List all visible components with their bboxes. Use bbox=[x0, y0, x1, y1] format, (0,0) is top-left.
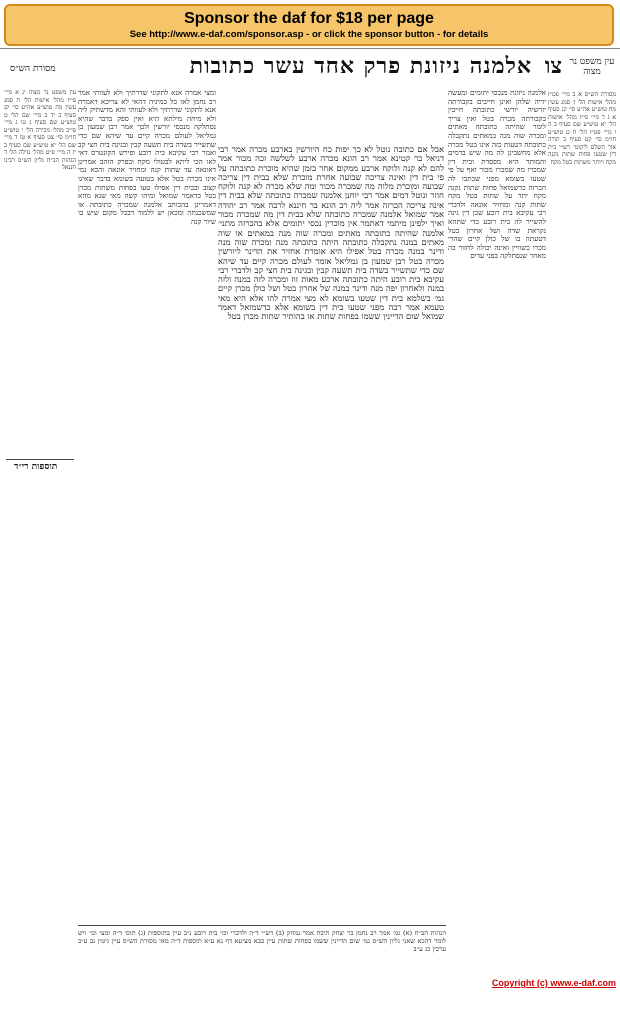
left-margin-notes: עין משפט נר מצוה יג א מיי׳ פי״ז מהל׳ אישות הל׳ ח סמג עשין מח טוש״ע אה״ע סי׳ קג סעיף ב יד ב מיי׳ שם הל׳ ט טוש״ע שם סעיף ג טו ג מיי׳ פי״ב מהל׳ מכירה הל׳ י טוש״ע חו״מ סי׳ צט סעיף א טז ד מיי׳ שם הל׳ יא טוש״ע שם סעיף ב יז ה מיי׳ פ״ט מהל׳ גזילה הל׳ ד הגהות הב״ח גליון הש״ס רבינו חננאל bbox=[4, 89, 76, 171]
header-left-note: מסורת הש״ס bbox=[10, 64, 56, 74]
sponsor-banner-subtitle[interactable]: See http://www.e-daf.com/sponsor.asp - or click the sponsor button - for details bbox=[129, 29, 489, 40]
page-number: צו bbox=[544, 53, 562, 79]
bottom-notes: הגהות הב״ח (א) גמ׳ אמר רב נחמן בר יצחק תיבת אמר נמחק (ב) רש״י ד״ה ולדברי וכו׳ בית רובע נ״ב עיין בתוספות (ג) תוס׳ ד״ה ומצי וכו׳ ויש לומר דהכא שאני גליון הש״ס גמ׳ שום הדיינין ששמו בפחות שתות עיין בבא מציעא דף נא ע״א תוספות ד״ה מאי מסורת הש״ס עיין גיטין נב ע״ב ערכין כג ע״ב bbox=[78, 929, 446, 953]
sponsor-banner-title[interactable]: Sponsor the daf for $18 per page bbox=[184, 10, 434, 27]
page-header bbox=[0, 53, 620, 83]
page-title: אלמנה ניזונת פרק אחד עשר כתובות bbox=[189, 53, 532, 79]
main-text: אבל אם כתובה נוטל לא כך יפות כח היורשין בארבע מכרה אמר רבי דניאל בר קטינא אמר רב הונא מכרה ארבע לשלשה זכה מכור אמר להם לא קנה ולוקח ארבע ממקום אחר בזמן שהיא מוכרת כתובתה על פי בית דין ואינה צריכה שבועה אחרת מוכרת שלא בבית דין צריכה שבועה ומוכרת מלוה מה שמכרה מכור ומה שלא מכרה לא קנה ולוקח חוזר ונוטל דמים אמר רבי יוחנן אלמנה שמכרה כתובתה שלא בבית דין אינה צריכה הכרזה אמר ליה רב הונא בר חיננא לרבה אמר רב יהודה אמר שמואל אלמנה שמכרה כתובתה שלא בבית דין מה שמכרה מכור ואיך ילפינן מיתמי דאתמר אין מוכרין נכסי יתומים אלא בהכרזה מתני׳ אלמנה שהיתה כתובתה מאתים ומכרה שוה מנה במאתים או שוה מאתים במנה נתקבלה כתובתה היתה כתובתה מנה ומכרה שוה מנה ודינר במנה מכרה בטל אפילו היא אומרת אחזיר את הדינר ליורשין מכרה בטל רבן שמעון בן גמליאל אומר לעולם מכרה קיים עד שיהא שם כדי שתשייר בשדה בית תשעה קבין ובגינה בית חצי קב ולדברי רבי עקיבא בית רובע היתה כתובתה ארבע מאות זוז ומכרה לזה במנה ולזה במנה ולאחרון יפה מנה ודינר במנה של אחרון בטל ושל כולן מכרן קיים גמ׳ בשלמא בית דין שטעו בשומא לא מצי אמרה להו אלא היא מאי טעמא אמר רבה מפני שטעו בית דין בשומא אלא כדשמואל דאמר שמואל שום הדיינין ששמו בפחות שתות או בהותיר שתות מכרן בטל bbox=[218, 145, 444, 322]
sponsor-banner[interactable] bbox=[4, 4, 614, 46]
rashi-commentary: אלמנה ניזונת מנכסי יתומים ומעשה ידיה שלהן ואינן חייבים בקבורתה יורשיה יורשי כתובתה חייבין בקבורתה מכרה בטל ואין צריך לומר שהיתה כתובתה מאתים ומכרה שוה מנה במאתים נתקבלה כתובתה דטעות כזה אינו בטל מכרה אלא מחשבינן לה מה שיש בדמים והמותר היא מפסדת ובית דין שמכרו מה שמכרו מכור ואף על פי שטעו בשומא מפני שכתבו לה הכרזה כדשמואל פחות שתות נקנה מקח יתר על שתות בטל מקח שתות קנה ומחזיר אונאה ולדברי רבי עקיבא בית רובע שכן דין גינה להשייר לה בית רובע כדי שתהא נקראת שדה ושל אחרון בטל דטעתה בו של כולן קיים שהרי מכרו כשוויין ואינה יכולה לחזור בה מאחר שנסתלקה בפני עדים bbox=[448, 89, 546, 261]
bottom-divider-rule bbox=[78, 925, 446, 926]
tosafot-rid-label: תוספות רי״ד bbox=[14, 462, 58, 472]
tosafot-commentary: ומצי אמרה אנא לתקוני שדרתיך ולא לעוותי אמר רב נחמן לאו כל כמיניה דהאי לא צריכא דאמרה אנא לתקוני שדרתיך ולא לעוותי והא מדשתיק ליה ולא מיחה מילתא היא ואין ספק בדבר שהיא נסתלקה מנכסי יורשין ולכך אמר רבן שמעון בן גמליאל לעולם מכרה קיים עד שיהא שם כדי שתשייר בשדה בית תשעה קבין ובגינה בית חצי קב ואמר רבי עקיבא בית רובע ופירש הקונטרס דאי לאו הכי ליתא לבטולי מקח ובפרק הזהב אמרינן דאונאה עד שתות קנה ומחזיר אונאה והכא נמי אינו מכרה בטל אלא בטועה בשומא בדבר שאינו קצוב ובבית דין אפילו טעו בפחות משתות מכרן בטל כדאמר שמואל ומיהו קשה מאי שנא מהא דאמרינן בהכותב אלמנה שמכרה כתובתה או שמשכנתה ומכאן יש ללמוד דבכל מקום שיש בו שיור קנה bbox=[78, 89, 216, 226]
right-margin-notes: מסורת הש״ס א ב מיי׳ פט״ז מהל׳ אישות הל׳ ז׳ סמג עשין מח טוש״ע אה״ע סי׳ קג סעיף א ג ד מיי׳ פי״ז מהל׳ אישות הל׳ יא טוש״ע שם סעיף ב ה ו מיי׳ פט״ז הל׳ ח ט טוש״ע חו״מ סי׳ קט סעיף ב תורה אור השלם ליקוטי רש״י בית דין שטעו פחות שתות נקנה מקח ויותר משתות בטל מקח bbox=[548, 91, 616, 166]
divider-rule bbox=[6, 459, 74, 460]
talmud-page bbox=[0, 48, 620, 978]
header-side-note: עין משפט נר מצוה bbox=[569, 57, 615, 77]
copyright-link[interactable]: Copyright (c) www.e-daf.com bbox=[491, 978, 616, 988]
